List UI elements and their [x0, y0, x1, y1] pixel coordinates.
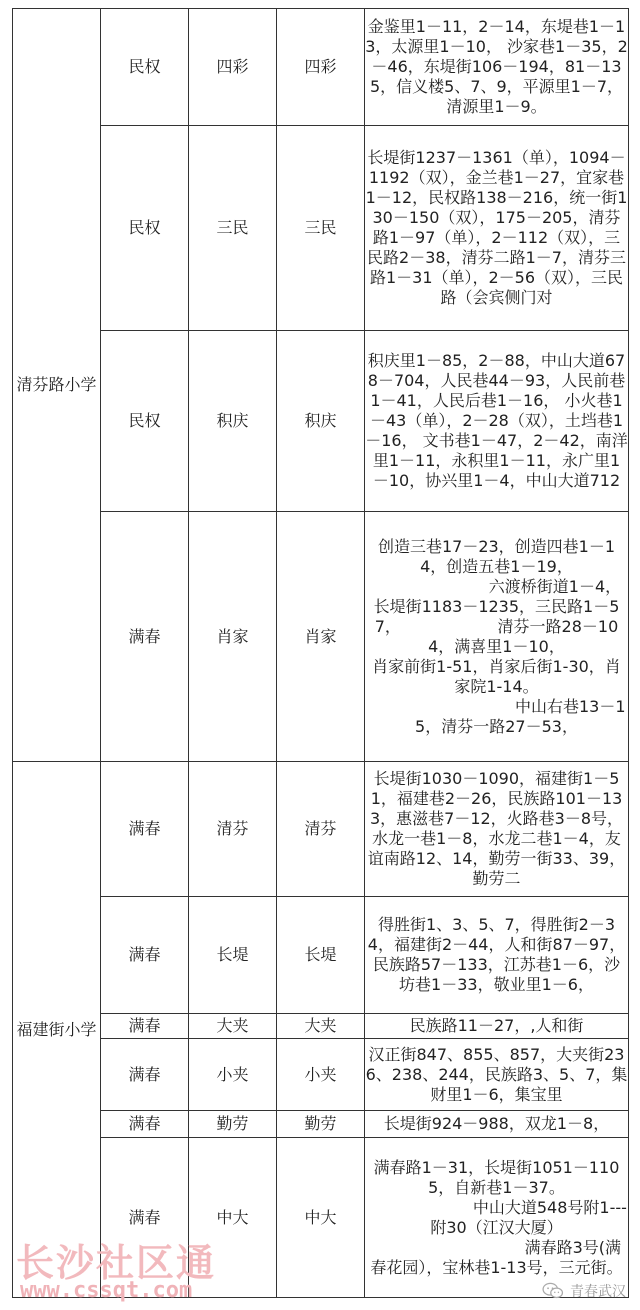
school-name: 清芬路小学 [13, 9, 101, 762]
wechat-account-name: 青春武汉 [570, 1284, 626, 1300]
address-cell: 满春路1－31，长堤街1051－1105，自新巷1－37。 中山大道548号附1---附30（江汉大厦） 满春路3号(满春花园），宝林巷1-13号，三元街。 [365, 1138, 629, 1298]
zone-cell: 肖家 [277, 512, 365, 762]
address-cell: 长堤街1237－1361（单），1094－1192（双），金兰巷1－27，宜家巷1－12，民权路138－216，统一街130－150（双），175－205，清芬路1－97（单），2－112（双），三民路2－38，清芬二路1－7，清芬三路1－31（单），2－56（双），三民路（会宾侧门对 [365, 126, 629, 331]
wechat-icon [542, 1282, 564, 1300]
watermark-name: 长沙社区通 [16, 1241, 217, 1285]
address-cell: 长堤街1030－1090，福建街1－51，福建巷2－26，民族路101－133，惠滋巷7－12，火路巷3－8号，水龙一巷1－8，水龙二巷1－4，友谊南路12、14，勤劳一街33、39，勤劳二 [365, 762, 629, 897]
community-cell: 清芬 [189, 762, 277, 897]
zone-cell: 长堤 [277, 897, 365, 1014]
zone-cell: 勤劳 [277, 1111, 365, 1138]
community-cell: 勤劳 [189, 1111, 277, 1138]
street-cell: 民权 [101, 9, 189, 126]
street-cell: 满春 [101, 512, 189, 762]
address-cell: 创造三巷17－23，创造四巷1－14，创造五巷1－19， 六渡桥街道1－4，长堤街1183－1235，三民路1－57， 清芬一路28－104，满喜里1－10， 肖家前街1-51，肖家后街1-30，肖家院1-14。 中山右巷13－15，清芬一路27－53， [365, 512, 629, 762]
zone-cell: 清芬 [277, 762, 365, 897]
community-cell: 大夹 [189, 1014, 277, 1039]
street-cell: 满春 [101, 897, 189, 1014]
zone-cell: 大夹 [277, 1014, 365, 1039]
community-cell: 四彩 [189, 9, 277, 126]
address-cell: 汉正街847、855、857，大夹街236、238、244，民族路3、5、7，集财里1－6，集宝里 [365, 1039, 629, 1111]
street-cell: 满春 [101, 762, 189, 897]
table-row [13, 897, 629, 1014]
zone-cell: 三民 [277, 126, 365, 331]
community-cell: 中大 [189, 1138, 277, 1298]
address-cell: 民族路11－27，,人和街 [365, 1014, 629, 1039]
street-cell: 满春 [101, 1039, 189, 1111]
address-cell: 金鉴里1－11，2－14，东堤巷1－13，太源里1－10， 沙家巷1－35，2－46，东堤街106－194，81－135，信义楼5、7、9，平源里1－7，清源里1－9。 [365, 9, 629, 126]
table-row [13, 9, 629, 126]
zone-cell: 中大 [277, 1138, 365, 1298]
community-cell: 积庆 [189, 331, 277, 512]
community-cell: 三民 [189, 126, 277, 331]
community-cell: 长堤 [189, 897, 277, 1014]
zone-cell: 积庆 [277, 331, 365, 512]
street-cell: 满春 [101, 1111, 189, 1138]
community-cell: 肖家 [189, 512, 277, 762]
street-cell: 民权 [101, 126, 189, 331]
table-row [13, 512, 629, 762]
table-row [13, 1014, 629, 1039]
table-row [13, 1039, 629, 1111]
school-name: 福建街小学 [13, 762, 101, 1298]
table-row [13, 762, 629, 897]
street-cell: 满春 [101, 1138, 189, 1298]
address-cell: 得胜街1、3、5、7，得胜街2－34，福建街2－44，人和街87－97，民族路57－133，江苏巷1－6，沙坊巷1－33，敬业里1－6， [365, 897, 629, 1014]
table-row [13, 1111, 629, 1138]
watermark-url: www.cssqt.com [20, 1278, 193, 1303]
community-cell: 小夹 [189, 1039, 277, 1111]
watermark [16, 1232, 246, 1306]
zone-cell: 四彩 [277, 9, 365, 126]
address-cell: 长堤街924－988，双龙1－8， [365, 1111, 629, 1138]
school-district-table [12, 8, 629, 1298]
street-cell: 满春 [101, 1014, 189, 1039]
zone-cell: 小夹 [277, 1039, 365, 1111]
wechat-account [542, 1280, 626, 1302]
table-row [13, 331, 629, 512]
table-row [13, 126, 629, 331]
address-cell: 积庆里1－85，2－88，中山大道678－704，人民巷44－93，人民前巷1－41，人民后巷1－16， 小火巷1－43（单），2－28（双），土垱巷1－16， 文书巷1－47，2－42，南洋里1－11，永积里1－11，永广里1－10，协兴里1－4，中山大道712 [365, 331, 629, 512]
street-cell: 民权 [101, 331, 189, 512]
